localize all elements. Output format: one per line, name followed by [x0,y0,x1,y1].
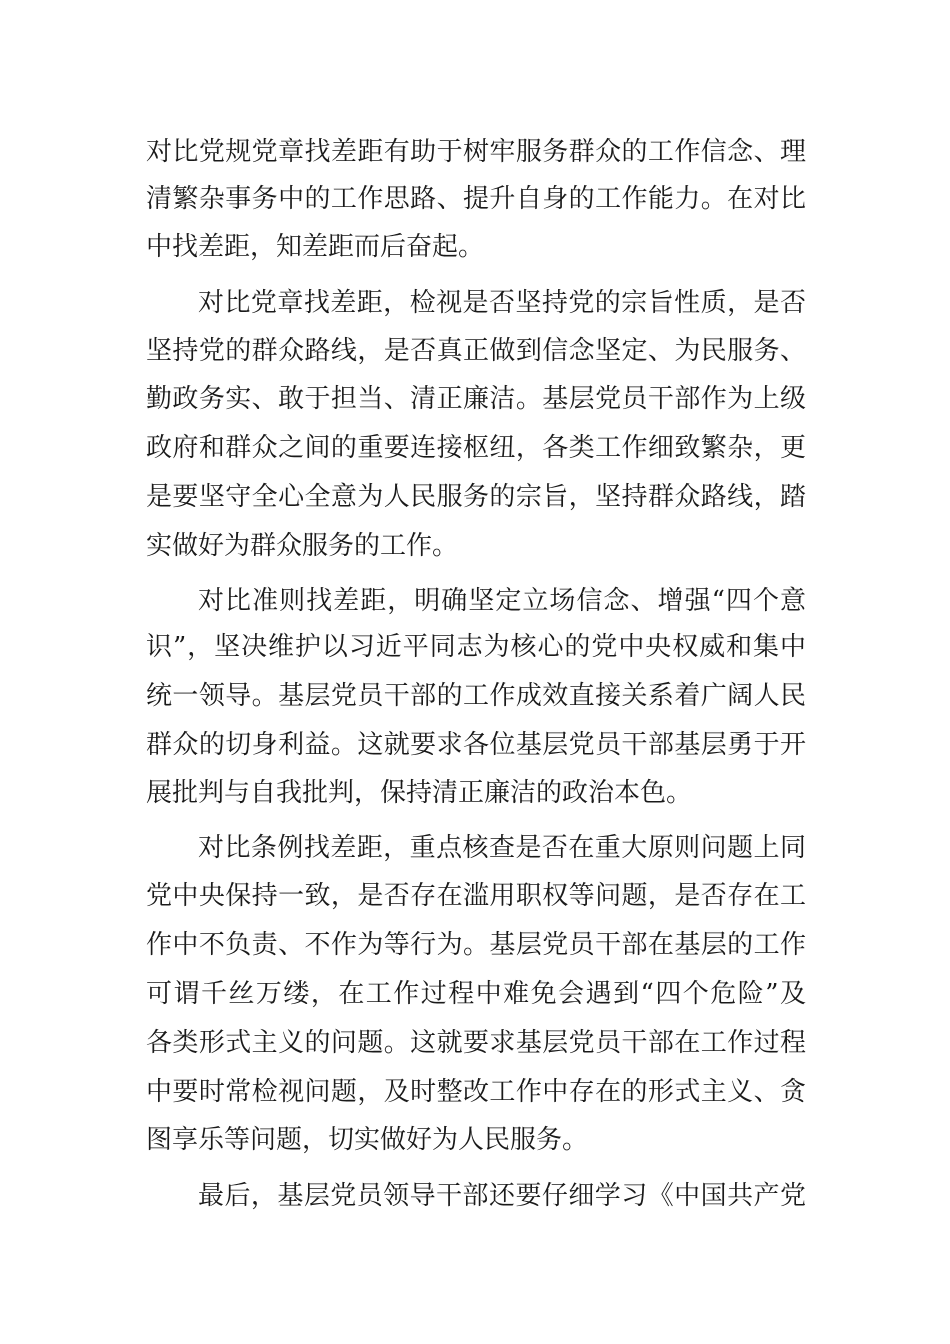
text-line: 清繁杂事务中的工作思路、提升自身的工作能力。在对比 [146,184,806,214]
text-line: 群众的切身利益。这就要求各位基层党员干部基层勇于开 [146,730,806,760]
text-line: 坚持党的群众路线，是否真正做到信念坚定、为民服务、 [146,336,806,366]
text-line: 识”，坚决维护以习近平同志为核心的党中央权威和集中 [146,632,806,662]
text-line: 实做好为群众服务的工作。 [146,531,459,561]
text-line: 展批判与自我批判，保持清正廉洁的政治本色。 [146,778,693,808]
text-line: 勤政务实、敢于担当、清正廉洁。基层党员干部作为上级 [146,384,806,414]
text-line: 对比党规党章找差距有助于树牢服务群众的工作信念、理 [146,137,806,167]
text-line: 可谓千丝万缕，在工作过程中难免会遇到“四个危险”及 [146,979,806,1009]
text-line: 中找差距，知差距而后奋起。 [146,232,485,262]
paragraph-first-line: 对比条例找差距，重点核查是否在重大原则问题上同 [198,833,806,863]
text-line: 统一领导。基层党员干部的工作成效直接关系着广阔人民 [146,681,806,711]
paragraph-first-line: 最后，基层党员领导干部还要仔细学习《中国共产党 [198,1181,806,1211]
text-line: 各类形式主义的问题。这就要求基层党员干部在工作过程 [146,1028,806,1058]
text-line: 党中央保持一致，是否存在滥用职权等问题，是否存在工 [146,881,806,911]
text-line: 是要坚守全心全意为人民服务的宗旨，坚持群众路线，踏 [146,482,806,512]
paragraph-first-line: 对比党章找差距，检视是否坚持党的宗旨性质，是否 [198,288,806,318]
text-line: 图享乐等问题，切实做好为人民服务。 [146,1125,589,1155]
text-line: 政府和群众之间的重要连接枢纽，各类工作细致繁杂，更 [146,433,806,463]
text-line: 中要时常检视问题，及时整改工作中存在的形式主义、贪 [146,1077,806,1107]
text-line: 作中不负责、不作为等行为。基层党员干部在基层的工作 [146,930,806,960]
paragraph-first-line: 对比准则找差距，明确坚定立场信念、增强“四个意 [198,586,806,616]
